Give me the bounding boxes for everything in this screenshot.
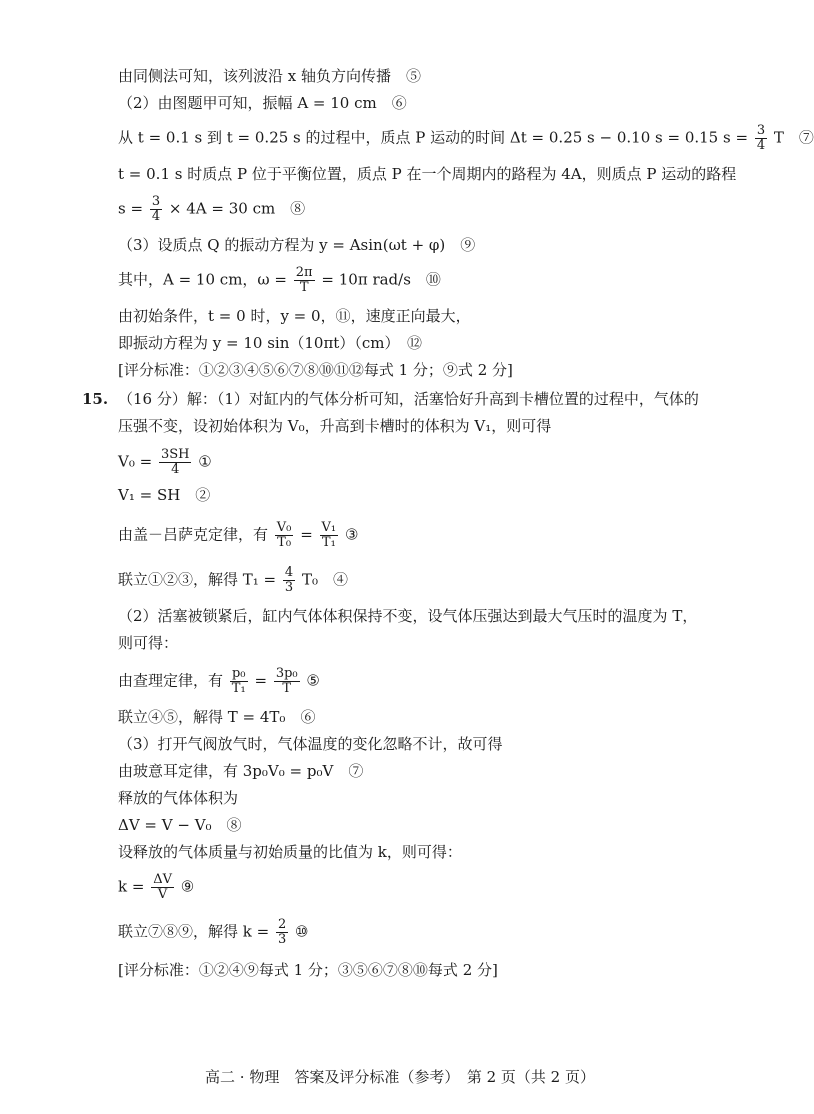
text-line: 由初始条件，t = 0 时，y = 0，⑪，速度正向最大， bbox=[118, 307, 471, 325]
text-span: × 4A = 30 cm ⑧ bbox=[168, 199, 306, 218]
text-line: （3）设质点 Q 的振动方程为 y = Asin(ωt + φ) ⑨ bbox=[118, 236, 476, 254]
denominator: 4 bbox=[151, 209, 161, 224]
text-span: ① bbox=[198, 452, 212, 471]
scoring-note: [评分标准：①②④⑨每式 1 分；③⑤⑥⑦⑧⑩每式 2 分] bbox=[118, 961, 498, 979]
text-line: 压强不变，设初始体积为 V₀，升高到卡槽时的体积为 V₁，则可得 bbox=[118, 417, 552, 435]
denominator: T₁ bbox=[231, 681, 246, 696]
text-line bbox=[118, 266, 441, 295]
text-line: t = 0.1 s 时质点 P 位于平衡位置，质点 P 在一个周期内的路程为 4A，则质点 P 运动的路程 bbox=[118, 165, 737, 183]
fraction bbox=[275, 521, 294, 550]
text-line bbox=[118, 667, 320, 696]
text-line: ΔV = V − V₀ ⑧ bbox=[118, 816, 242, 834]
denominator: T₀ bbox=[277, 535, 292, 550]
text-line: 设释放的气体质量与初始质量的比值为 k，则可得： bbox=[118, 843, 462, 861]
text-line: （3）打开气阀放气时，气体温度的变化忽略不计，故可得 bbox=[118, 735, 503, 753]
numerator: 3 bbox=[151, 194, 161, 209]
text-span: 从 t = 0.1 s 到 t = 0.25 s 的过程中，质点 P 运动的时间 Δt = 0.25 s − 0.10 s = 0.15 s = bbox=[118, 128, 749, 147]
text-span: 联立⑦⑧⑨，解得 k = bbox=[118, 922, 270, 941]
text-span: 其中，A = 10 cm，ω = bbox=[118, 270, 287, 289]
text-span: 由盖－吕萨克定律，有 bbox=[118, 525, 269, 544]
text-line: （16 分）解：（1）对缸内的气体分析可知，活塞恰好升高到卡槽位置的过程中，气体的 bbox=[118, 390, 699, 408]
fraction bbox=[230, 667, 248, 696]
text-line: 由同侧法可知，该列波沿 x 轴负方向传播 ⑤ bbox=[118, 67, 421, 85]
text-span: T ⑦ bbox=[773, 128, 814, 147]
question-number: 15. bbox=[82, 390, 109, 408]
numerator: V₁ bbox=[321, 520, 337, 535]
text-line: 释放的气体体积为 bbox=[118, 789, 239, 807]
fraction bbox=[276, 918, 288, 947]
text-span: s = bbox=[118, 199, 144, 218]
text-line bbox=[118, 521, 358, 550]
text-span: ⑩ bbox=[295, 922, 309, 941]
text-line: （2）活塞被锁紧后，缸内气体体积保持不变，设气体压强达到最大气压时的温度为 T， bbox=[118, 607, 698, 625]
text-line: V₁ = SH ② bbox=[118, 486, 211, 504]
text-line: 则可得： bbox=[118, 634, 179, 652]
page-footer: 高二 · 物理 答案及评分标准（参考） 第 2 页（共 2 页） bbox=[205, 1068, 595, 1086]
fraction bbox=[159, 448, 192, 477]
text-span: = bbox=[300, 525, 313, 544]
numerator: 2π bbox=[295, 265, 313, 280]
text-line: 联立④⑤，解得 T = 4T₀ ⑥ bbox=[118, 708, 316, 726]
numerator: V₀ bbox=[276, 520, 292, 535]
denominator: T bbox=[282, 681, 292, 696]
text-line: 即振动方程为 y = 10 sin（10πt）（cm） ⑫ bbox=[118, 334, 422, 352]
text-line bbox=[118, 918, 309, 947]
fraction bbox=[755, 124, 767, 153]
text-span: ⑤ bbox=[306, 671, 320, 690]
text-span: V₀ = bbox=[118, 452, 153, 471]
scoring-note: [评分标准：①②③④⑤⑥⑦⑧⑩⑪⑫每式 1 分；⑨式 2 分] bbox=[118, 361, 513, 379]
denominator: V bbox=[157, 887, 168, 902]
denominator: 3 bbox=[277, 932, 287, 947]
text-span: ③ bbox=[344, 525, 359, 544]
denominator: T₁ bbox=[321, 535, 336, 550]
text-span: ⑨ bbox=[180, 877, 195, 896]
numerator: ΔV bbox=[153, 872, 172, 887]
numerator: 4 bbox=[284, 565, 294, 580]
text-line bbox=[118, 873, 194, 902]
text-span: 由查理定律，有 bbox=[118, 671, 224, 690]
numerator: 3SH bbox=[160, 447, 190, 462]
text-line bbox=[118, 448, 212, 477]
fraction bbox=[294, 266, 315, 295]
text-span: T₀ ④ bbox=[301, 570, 348, 589]
text-span: = 10π rad/s ⑩ bbox=[321, 270, 441, 289]
text-span: 联立①②③，解得 T₁ = bbox=[118, 570, 277, 589]
fraction bbox=[151, 873, 174, 902]
text-line bbox=[118, 124, 814, 153]
text-line: （2）由图题甲可知，振幅 A = 10 cm ⑥ bbox=[118, 94, 407, 112]
numerator: 3p₀ bbox=[275, 666, 298, 681]
denominator: T bbox=[299, 280, 309, 295]
denominator: 4 bbox=[756, 138, 766, 153]
text-line: 由玻意耳定律，有 3p₀V₀ = p₀V ⑦ bbox=[118, 762, 364, 780]
text-span: = bbox=[254, 671, 268, 690]
text-line bbox=[118, 566, 348, 595]
fraction bbox=[320, 521, 339, 550]
denominator: 4 bbox=[171, 462, 180, 477]
numerator: 2 bbox=[277, 917, 287, 932]
numerator: p₀ bbox=[230, 667, 248, 682]
fraction bbox=[150, 195, 162, 224]
denominator: 3 bbox=[284, 580, 294, 595]
text-line bbox=[118, 195, 305, 224]
numerator: 3 bbox=[756, 123, 766, 138]
fraction bbox=[274, 667, 300, 696]
fraction bbox=[283, 566, 295, 595]
text-span: k = bbox=[118, 877, 145, 896]
